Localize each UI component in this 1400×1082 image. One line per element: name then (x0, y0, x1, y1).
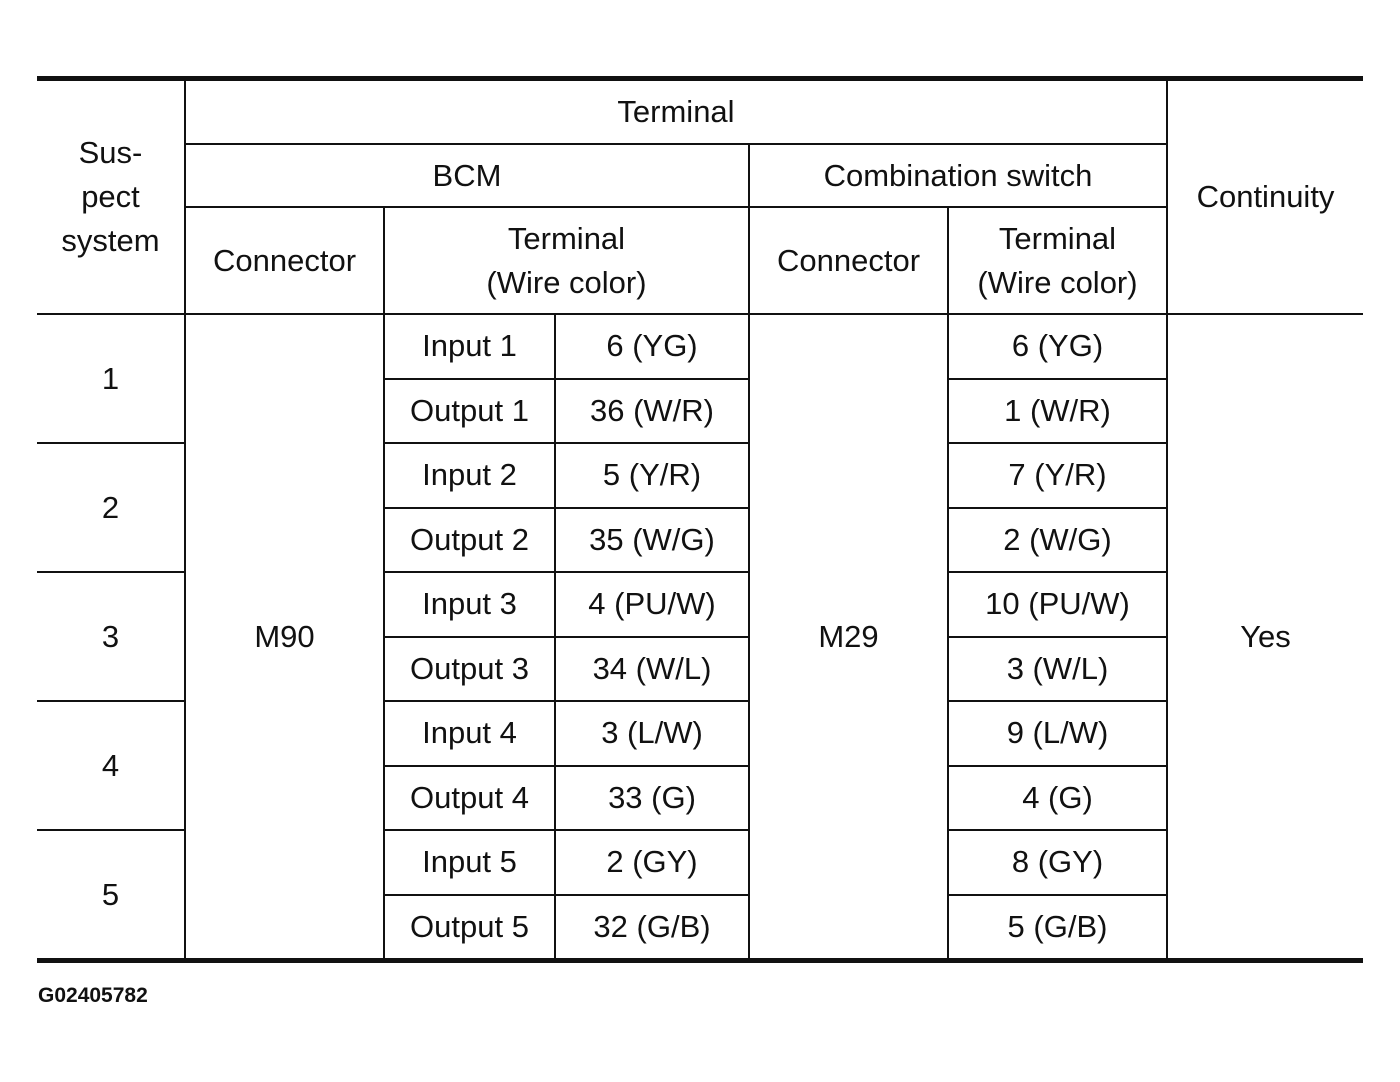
bcm-terminal-cell: 36 (W/R) (555, 379, 749, 444)
continuity-header: Continuity (1167, 79, 1363, 315)
suspect-system-cell: 2 (37, 443, 185, 572)
signal-cell: Output 5 (384, 895, 555, 961)
switch-connector-header: Connector (749, 207, 948, 314)
switch-terminal-cell: 10 (PU/W) (948, 572, 1167, 637)
switch-terminal-cell: 3 (W/L) (948, 637, 1167, 702)
signal-cell: Output 4 (384, 766, 555, 831)
switch-terminal-cell: 9 (L/W) (948, 701, 1167, 766)
bcm-terminal-cell: 4 (PU/W) (555, 572, 749, 637)
bcm-connector-header: Connector (185, 207, 384, 314)
bcm-terminal-cell: 33 (G) (555, 766, 749, 831)
bcm-terminal-cell: 5 (Y/R) (555, 443, 749, 508)
signal-cell: Output 2 (384, 508, 555, 573)
bcm-terminal-cell: 6 (YG) (555, 314, 749, 379)
bcm-terminal-cell: 3 (L/W) (555, 701, 749, 766)
bcm-terminal-cell: 35 (W/G) (555, 508, 749, 573)
switch-terminal-header: Terminal (Wire color) (948, 207, 1167, 314)
signal-cell: Input 3 (384, 572, 555, 637)
switch-connector-cell: M29 (749, 314, 948, 961)
switch-terminal-cell: 1 (W/R) (948, 379, 1167, 444)
continuity-check-table (37, 76, 1363, 963)
bcm-terminal-header: Terminal (Wire color) (384, 207, 749, 314)
bcm-terminal-cell: 34 (W/L) (555, 637, 749, 702)
suspect-system-cell: 1 (37, 314, 185, 443)
suspect-system-cell: 5 (37, 830, 185, 961)
switch-terminal-cell: 2 (W/G) (948, 508, 1167, 573)
bcm-header: BCM (185, 144, 749, 207)
table-row (37, 314, 1363, 379)
suspect-system-header: Sus- pect system (37, 79, 185, 315)
signal-cell: Input 2 (384, 443, 555, 508)
switch-terminal-cell: 7 (Y/R) (948, 443, 1167, 508)
signal-cell: Input 4 (384, 701, 555, 766)
switch-terminal-cell: 4 (G) (948, 766, 1167, 831)
continuity-cell: Yes (1167, 314, 1363, 961)
combination-switch-header: Combination switch (749, 144, 1167, 207)
bcm-connector-cell: M90 (185, 314, 384, 961)
signal-cell: Input 1 (384, 314, 555, 379)
switch-terminal-cell: 5 (G/B) (948, 895, 1167, 961)
signal-cell: Output 3 (384, 637, 555, 702)
switch-terminal-cell: 6 (YG) (948, 314, 1167, 379)
suspect-system-cell: 4 (37, 701, 185, 830)
switch-terminal-cell: 8 (GY) (948, 830, 1167, 895)
terminal-header: Terminal (185, 79, 1167, 145)
bcm-terminal-cell: 32 (G/B) (555, 895, 749, 961)
signal-cell: Output 1 (384, 379, 555, 444)
suspect-system-cell: 3 (37, 572, 185, 701)
bcm-terminal-cell: 2 (GY) (555, 830, 749, 895)
figure-id: G02405782 (38, 984, 148, 1007)
signal-cell: Input 5 (384, 830, 555, 895)
